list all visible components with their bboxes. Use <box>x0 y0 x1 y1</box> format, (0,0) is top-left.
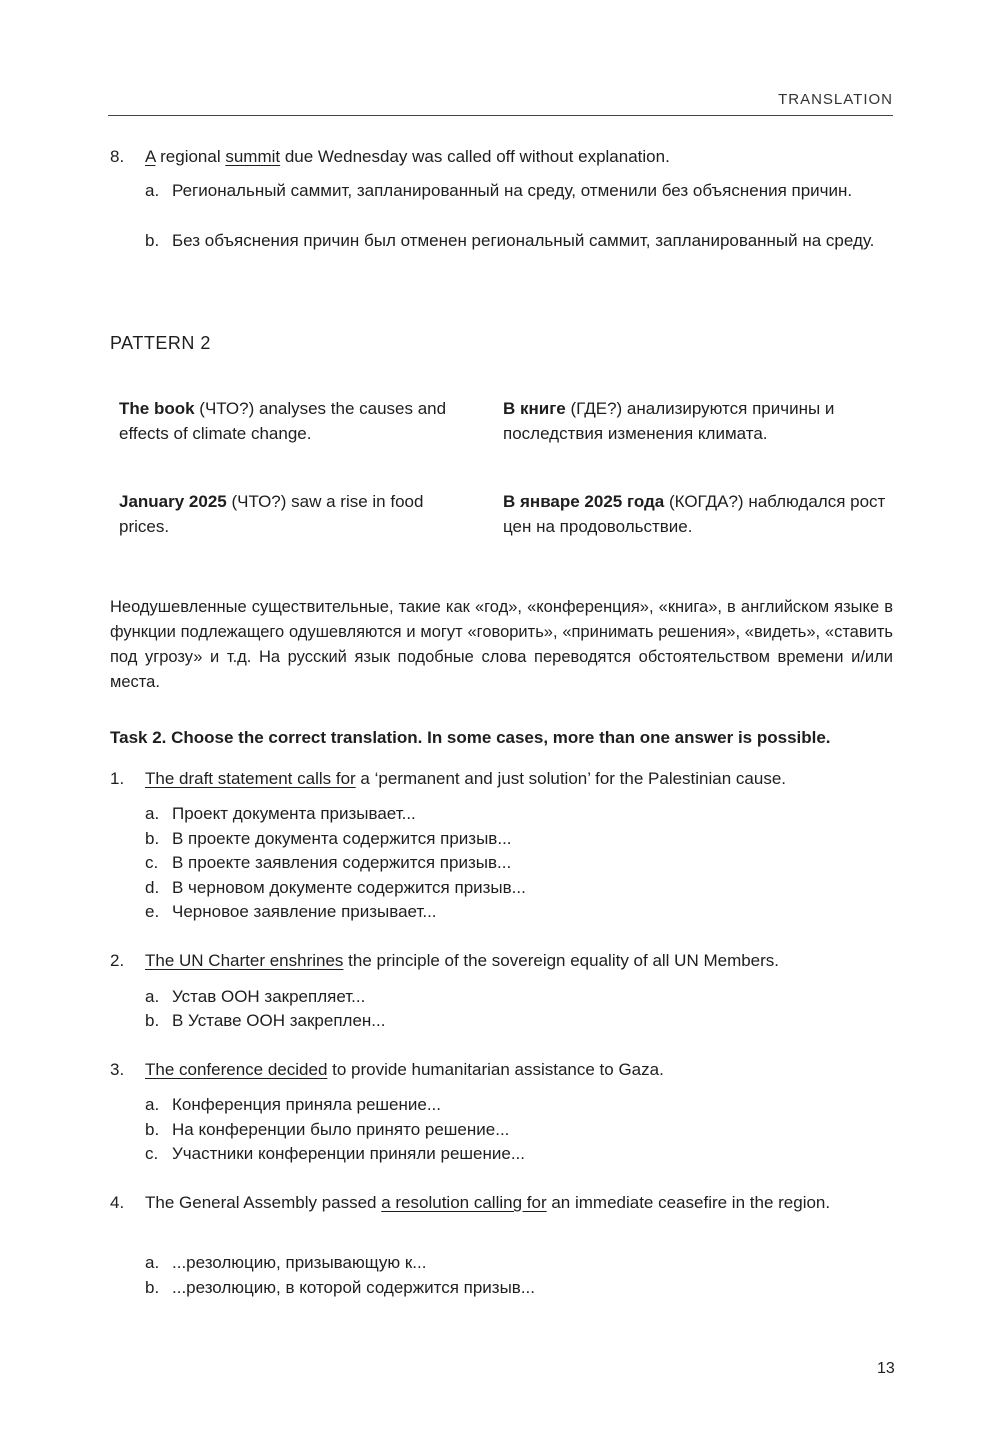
pattern-ru-2 <box>503 489 893 539</box>
option-a <box>145 984 895 1009</box>
option-text: Устав ООН закрепляет... <box>172 987 366 1006</box>
option-text: Черновое заявление призывает... <box>172 902 437 921</box>
option-a <box>145 1092 895 1117</box>
option-text: Региональный саммит, запланированный на среду, отменили без объяснения причин. <box>172 181 853 200</box>
question-text <box>145 144 895 169</box>
question-text <box>145 1190 895 1215</box>
underlined-phrase: The conference decided <box>145 1060 328 1079</box>
option-label: a. <box>145 987 160 1006</box>
option-text: В проекте документа содержится призыв... <box>172 829 512 848</box>
text-segment: regional <box>155 147 226 166</box>
option-e <box>145 899 895 924</box>
option-a <box>145 178 895 203</box>
explanation-paragraph: Неодушевленные существительные, такие как «год», «конференция», «книга», в английском языке в функции подлежащего одушевляются и могут «говорить», «принимать решения», «видеть», «ставить под угрозу» и т.д. На русский язык подобные слова переводятся обстоятельством времени и/или места. <box>110 598 893 691</box>
option-label: b. <box>145 1011 160 1030</box>
underlined-phrase: The UN Charter enshrines <box>145 951 344 970</box>
question-2 <box>110 948 895 973</box>
option-label: a. <box>145 181 160 200</box>
option-c <box>145 1141 895 1166</box>
underlined-phrase: A <box>145 147 156 166</box>
option-text: ...резолюцию, в которой содержится призыв... <box>172 1278 535 1297</box>
subject: January 2025 <box>119 492 227 511</box>
question-4 <box>110 1190 895 1215</box>
option-label: d. <box>145 878 160 897</box>
rest: (ЧТО?) saw a rise in food prices. <box>119 492 424 536</box>
question-1 <box>110 766 895 791</box>
option-b <box>145 826 895 851</box>
rest: (ЧТО?) analyses the causes and effects of climate change. <box>119 399 447 443</box>
text-segment: an immediate ceasefire in the region. <box>546 1193 831 1212</box>
option-label: b. <box>145 829 160 848</box>
option-text: В проекте заявления содержится призыв... <box>172 853 512 872</box>
underlined-phrase: summit <box>225 147 281 166</box>
option-b <box>145 1008 895 1033</box>
option-label: c. <box>145 1144 159 1163</box>
option-text: Проект документа призывает... <box>172 804 416 823</box>
rest: (КОГДА?) наблюдался рост цен на продовольствие. <box>503 492 886 536</box>
option-label: a. <box>145 1253 160 1272</box>
option-a <box>145 801 895 826</box>
option-b <box>145 1275 895 1300</box>
question-8 <box>110 144 895 169</box>
subject: В книге <box>503 399 566 418</box>
question-number: 8. <box>110 147 125 166</box>
option-a <box>145 1250 895 1275</box>
subject: В январе 2025 года <box>503 492 665 511</box>
option-label: b. <box>145 1278 160 1297</box>
text-segment: a ‘permanent and just solution’ for the Palestinian cause. <box>355 769 786 788</box>
question-number: 1. <box>110 769 125 788</box>
question-number: 3. <box>110 1060 125 1079</box>
option-text: Участники конференции приняли решение... <box>172 1144 525 1163</box>
task-heading: Task 2. Choose the correct translation. In some cases, more than one answer is possible. <box>110 728 831 747</box>
option-b <box>145 228 895 253</box>
option-b <box>145 1117 895 1142</box>
underlined-phrase: The draft statement calls for <box>145 769 356 788</box>
running-header: TRANSLATION <box>778 91 893 108</box>
option-text: В Уставе ООН закреплен... <box>172 1011 386 1030</box>
question-3 <box>110 1057 895 1082</box>
option-label: e. <box>145 902 160 921</box>
underlined-phrase: a resolution calling for <box>381 1193 547 1212</box>
subject: The book <box>119 399 195 418</box>
option-label: c. <box>145 853 159 872</box>
question-text <box>145 1057 895 1082</box>
option-label: a. <box>145 1095 160 1114</box>
option-text: ...резолюцию, призывающую к... <box>172 1253 427 1272</box>
rest: (ГДЕ?) анализируются причины и последствия изменения климата. <box>503 399 835 443</box>
option-c <box>145 850 895 875</box>
option-text: В черновом документе содержится призыв... <box>172 878 526 897</box>
text-segment: the principle of the sovereign equality of all UN Members. <box>343 951 780 970</box>
option-label: b. <box>145 1120 160 1139</box>
pattern-en-2 <box>119 489 469 539</box>
option-label: b. <box>145 231 160 250</box>
option-text: На конференции было принято решение... <box>172 1120 510 1139</box>
option-d <box>145 875 895 900</box>
text-segment: to provide humanitarian assistance to Gaza. <box>327 1060 664 1079</box>
option-label: a. <box>145 804 160 823</box>
header-rule <box>108 115 893 116</box>
text-segment: The General Assembly passed <box>145 1193 382 1212</box>
option-text: Конференция приняла решение... <box>172 1095 442 1114</box>
page-number: 13 <box>877 1360 895 1377</box>
pattern-ru-1 <box>503 396 863 446</box>
option-text: Без объяснения причин был отменен региональный саммит, запланированный на среду. <box>172 231 875 250</box>
question-text <box>145 948 895 973</box>
pattern-en-1 <box>119 396 479 446</box>
question-text <box>145 766 895 791</box>
question-number: 2. <box>110 951 125 970</box>
pattern-heading: PATTERN 2 <box>110 333 211 353</box>
question-number: 4. <box>110 1193 125 1212</box>
text-segment: due Wednesday was called off without explanation. <box>280 147 670 166</box>
